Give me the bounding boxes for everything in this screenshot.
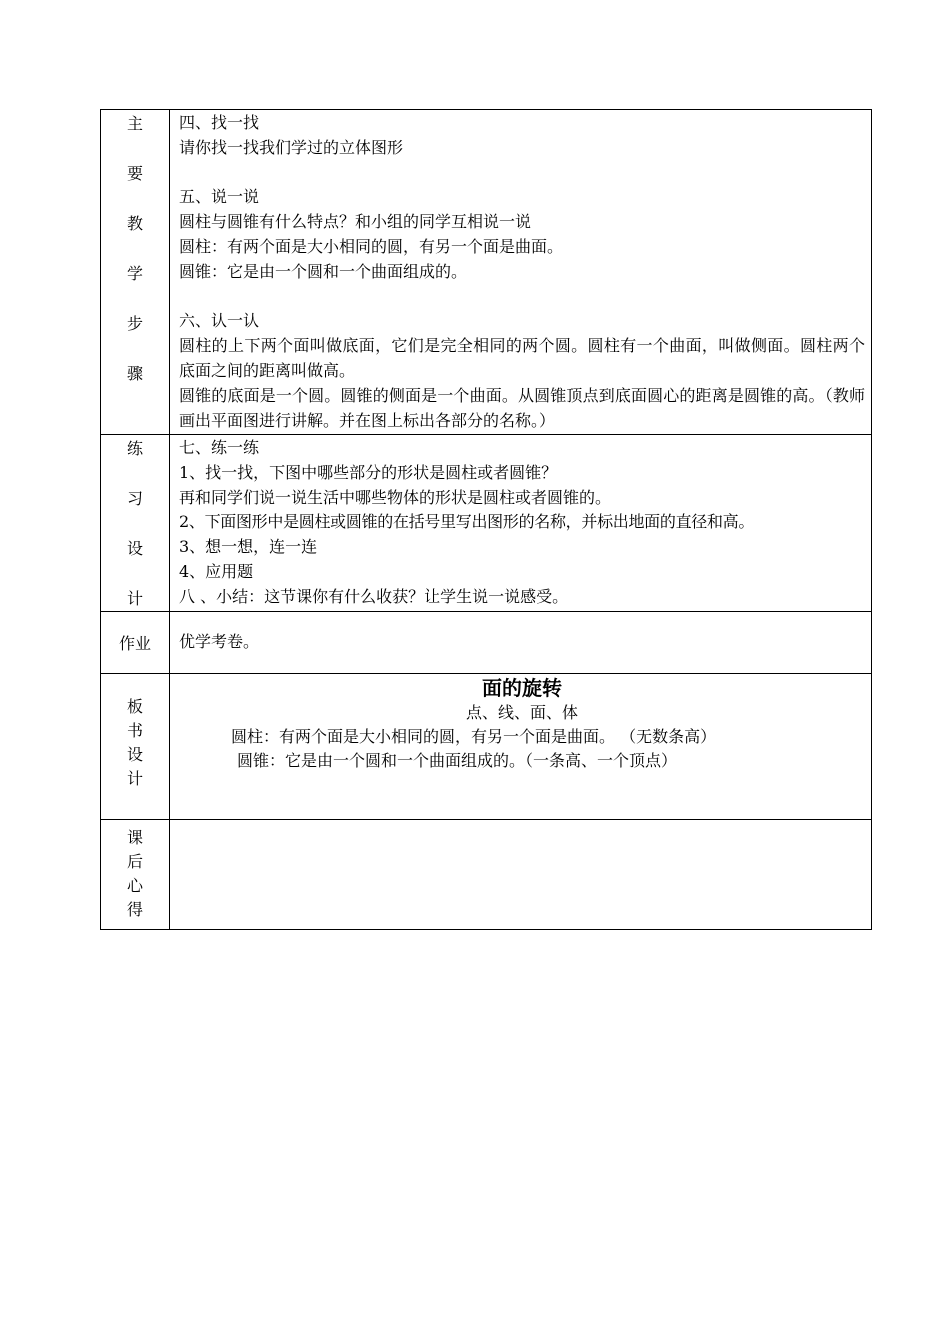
homework-text: 优学考卷。 xyxy=(179,632,260,652)
board-line: 圆锥：它是由一个圆和一个曲面组成的。（一条高、一个顶点） xyxy=(237,751,678,770)
board-row xyxy=(101,674,872,820)
board-label-char: 板 xyxy=(126,697,143,716)
section4-title: 四、找一找 xyxy=(179,113,260,132)
practice-line: 1、找一找，下图中哪些部分的形状是圆柱或者圆锥？ xyxy=(179,462,558,482)
practice-line: 2、下面图形中是圆柱或圆锥的在括号里写出图形的名称，并标出地面的直径和高。 xyxy=(179,512,755,532)
reflection-label-char: 后 xyxy=(126,852,143,871)
steps-row xyxy=(101,110,872,435)
reflection-label-char: 得 xyxy=(126,900,143,919)
practice-label-char: 习 xyxy=(126,489,143,508)
section6-paragraph: 圆柱的上下两个面叫做底面，它们是完全相同的两个圆。圆柱有一个曲面，叫做侧面。圆柱两个底面之间的距离叫做高。 xyxy=(179,336,865,380)
practice-label-char: 设 xyxy=(126,539,143,558)
steps-content-cell xyxy=(170,110,872,435)
practice-line: 4、应用题 xyxy=(179,561,254,581)
steps-label-char: 主 xyxy=(126,114,143,133)
reflection-label-char: 课 xyxy=(126,828,143,847)
board-label-char: 计 xyxy=(126,769,143,788)
board-label-cell xyxy=(101,674,170,820)
practice-label-char: 练 xyxy=(126,439,143,458)
section6-paragraph: 圆锥的底面是一个圆。圆锥的侧面是一个曲面。从圆锥顶点到底面圆心的距离是圆锥的高。（教师画出平面图进行讲解。并在图上标出各部分的名称。） xyxy=(179,385,865,430)
steps-label-cell xyxy=(101,110,170,435)
steps-label-char: 教 xyxy=(126,214,143,233)
steps-label-char: 步 xyxy=(126,314,143,333)
practice-line: 再和同学们说一说生活中哪些物体的形状是圆柱或者圆锥的。 xyxy=(179,487,612,507)
reflection-row xyxy=(101,820,872,930)
practice-label-char: 计 xyxy=(126,589,143,608)
board-label-char: 书 xyxy=(126,721,143,740)
reflection-label-cell xyxy=(101,820,170,930)
board-label-char: 设 xyxy=(126,745,143,764)
homework-content-cell xyxy=(170,612,872,674)
board-title: 面的旋转 xyxy=(482,676,562,700)
steps-label-char: 骤 xyxy=(126,364,143,383)
steps-label-char: 要 xyxy=(126,164,143,183)
steps-label-char: 学 xyxy=(126,264,143,283)
homework-label-cell xyxy=(101,612,170,674)
section5-line: 圆柱与圆锥有什么特点？和小组的同学互相说一说 xyxy=(179,212,532,232)
homework-row xyxy=(101,612,872,674)
board-subtitle: 点、线、面、体 xyxy=(465,703,578,722)
lesson-plan-table xyxy=(100,109,872,930)
section5-title: 五、说一说 xyxy=(179,187,260,207)
section5-line: 圆锥：它是由一个圆和一个曲面组成的。 xyxy=(179,261,468,281)
practice-line: 八 、小结：这节课你有什么收获？让学生说一说感受。 xyxy=(179,586,569,606)
practice-row xyxy=(101,435,872,612)
board-line: 圆柱：有两个面是大小相同的圆，有另一个面是曲面。 （无数条高） xyxy=(231,727,717,746)
practice-content-cell xyxy=(170,435,872,612)
reflection-label-char: 心 xyxy=(126,876,143,895)
section5-line: 圆柱：有两个面是大小相同的圆，有另一个面是曲面。 xyxy=(179,236,564,256)
board-content-cell xyxy=(170,674,872,820)
homework-label: 作业 xyxy=(118,634,151,653)
reflection-content-cell xyxy=(170,820,872,930)
section4-text: 请你找一找我们学过的立体图形 xyxy=(179,137,404,157)
practice-line: 3、想一想，连一连 xyxy=(179,537,318,557)
practice-label-cell xyxy=(101,435,170,612)
section6-title: 六、认一认 xyxy=(179,311,260,331)
practice-line: 七、练一练 xyxy=(179,438,260,457)
